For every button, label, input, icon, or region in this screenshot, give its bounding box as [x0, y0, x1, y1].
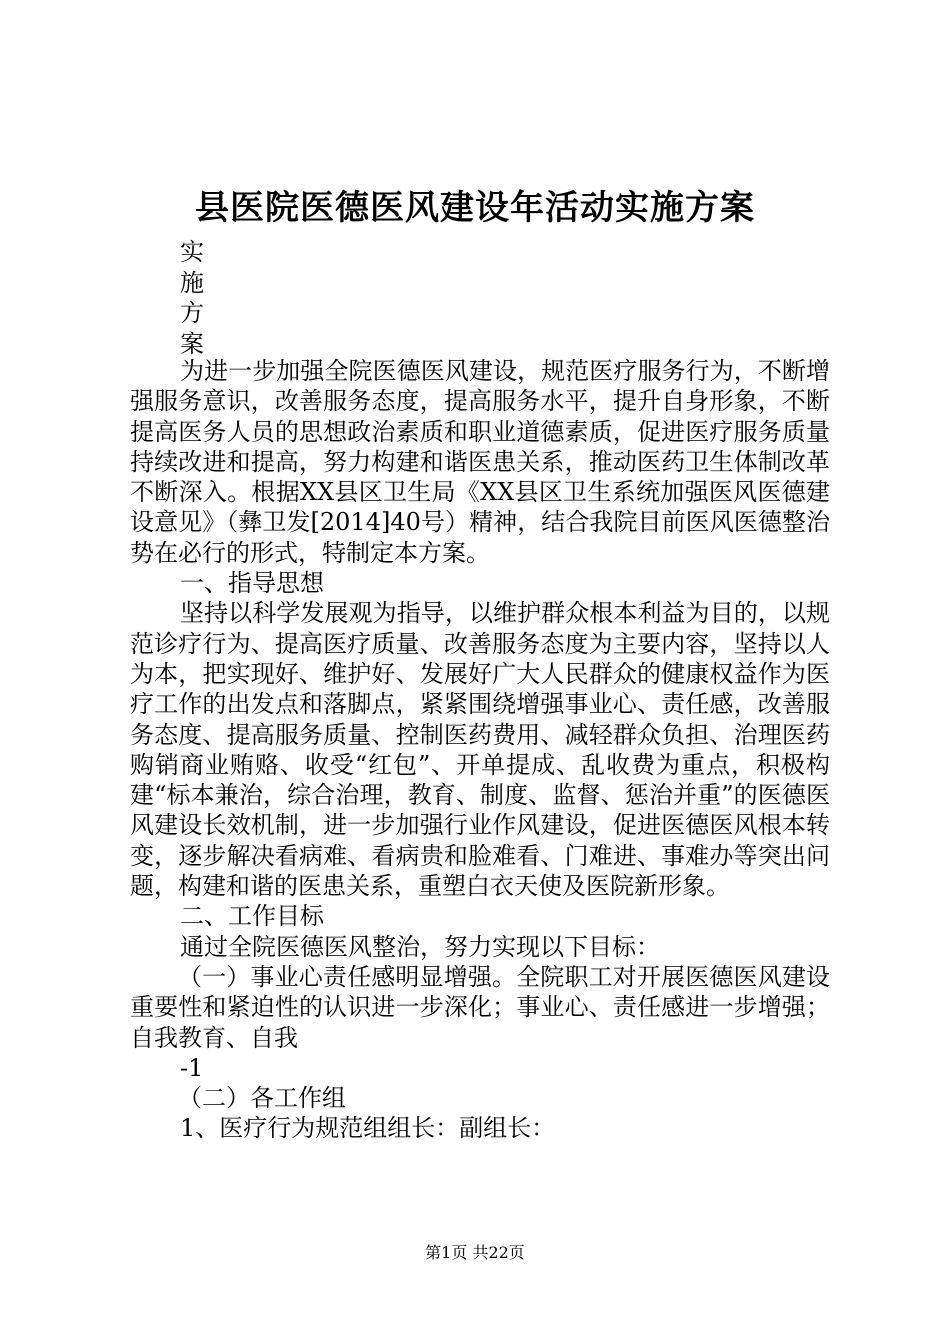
document-body [130, 356, 830, 1144]
section-heading-work-goals: 二、工作目标 [180, 902, 324, 931]
work-goals-intro: 通过全院医德医风整治，努力实现以下目标： [180, 932, 660, 961]
vertical-heading-char: 方 [180, 299, 204, 327]
page-footer: 第1页 共22页 [425, 1243, 525, 1262]
vertical-heading-char: 施 [180, 269, 204, 297]
section-heading-guiding-thought: 一、指导思想 [180, 569, 324, 598]
vertical-heading-char: 案 [180, 330, 204, 358]
vertical-heading-char: 实 [180, 238, 204, 266]
intro-paragraph: 为进一步加强全院医德医风建设，规范医疗服务行为，不断增强服务意识，改善服务态度，提高服务水平，提升自身形象，不断提高医务人员的思想政治素质和职业道德素质，促进医疗服务质量持续改进和提高，努力构建和谐医患关系，推动医药卫生体制改革不断深入。根据XX县区卫生局《XX县区卫生系统加强医风医德建设意见》（彝卫发[2014]40号）精神，结合我院目前医风医德整治势在必行的形式，特制定本方案。 [130, 357, 830, 567]
goal-item-1: （一）事业心责任感明显增强。全院职工对开展医德医风建设重要性和紧迫性的认识进一步深化；事业心、责任感进一步增强；自我教育、自我 [130, 962, 830, 1052]
document-title: 县医院医德医风建设年活动实施方案 [195, 188, 755, 228]
work-group-item-1: 1、医疗行为规范组组长：副组长： [180, 1114, 556, 1143]
work-groups-heading: （二）各工作组 [178, 1084, 346, 1113]
page-marker: -1 [180, 1053, 204, 1082]
guiding-thought-paragraph: 坚持以科学发展观为指导，以维护群众根本利益为目的，以规范诊疗行为、提高医疗质量、改善服务态度为主要内容，坚持以人为本，把实现好、维护好、发展好广大人民群众的健康权益作为医疗工作的出发点和落脚点，紧紧围绕增强事业心、责任感，改善服务态度、提高服务质量、控制医药费用、减轻群众负担、治理医药购销商业贿赂、收受“红包”、开单提成、乱收费为重点，积极构建“标本兼治，综合治理，教育、制度、监督、惩治并重”的医德医风建设长效机制，进一步加强行业作风建设，促进医德医风根本转变，逐步解决看病难、看病贵和脸难看、门难进、事难办等突出问题，构建和谐的医患关系，重塑白衣天使及医院新形象。 [130, 599, 830, 901]
